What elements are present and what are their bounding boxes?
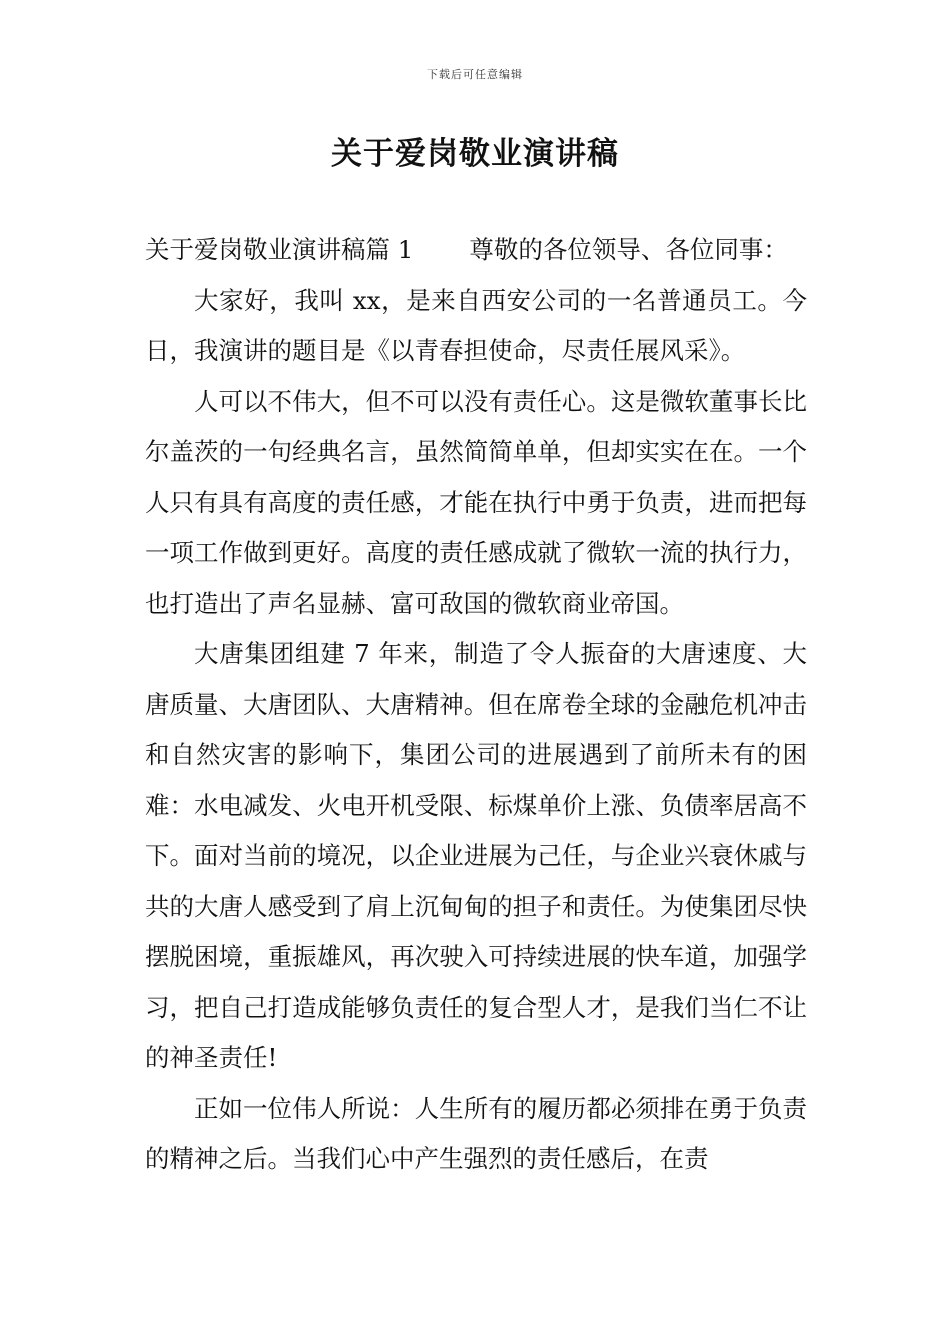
document-title: 关于爱岗敬业演讲稿: [331, 136, 619, 172]
header-note: 下载后可任意编辑: [427, 68, 523, 81]
opening-line: [145, 225, 807, 276]
paragraph-2: 人可以不伟大，但不可以没有责任心。这是微软董事长比尔盖茨的一句经典名言，虽然简简单单，但却实实在在。一个人只有具有高度的责任感，才能在执行中勇于负责，进而把每一项工作做到更好。高度的责任感成就了微软一流的执行力，也打造出了声名显赫、富可敌国的微软商业帝国。: [145, 386, 807, 618]
paragraph-1: 大家好，我叫 xx，是来自西安公司的一名普通员工。今日，我演讲的题目是《以青春担使命，尽责任展风采》。: [145, 285, 807, 365]
document-body: [145, 225, 807, 1185]
paragraph-3: 大唐集团组建 7 年来，制造了令人振奋的大唐速度、大唐质量、大唐团队、大唐精神。但在席卷全球的金融危机冲击和自然灾害的影响下，集团公司的进展遇到了前所未有的困难：水电减发、火电开机受限、标煤单价上涨、负债率居高不下。面对当前的境况，以企业进展为己任，与企业兴衰休戚与共的大唐人感受到了肩上沉甸甸的担子和责任。为使集团尽快摆脱困境，重振雄风，再次驶入可持续进展的快车道，加强学习，把自己打造成能够负责任的复合型人才，是我们当仁不让的神圣责任!: [145, 639, 807, 1072]
salutation: 尊敬的各位领导、各位同事：: [469, 235, 788, 264]
section-heading: 关于爱岗敬业演讲稿篇 1: [145, 235, 414, 264]
paragraph-4: 正如一位伟人所说：人生所有的履历都必须排在勇于负责的精神之后。当我们心中产生强烈的责任感后，在责: [145, 1093, 807, 1173]
